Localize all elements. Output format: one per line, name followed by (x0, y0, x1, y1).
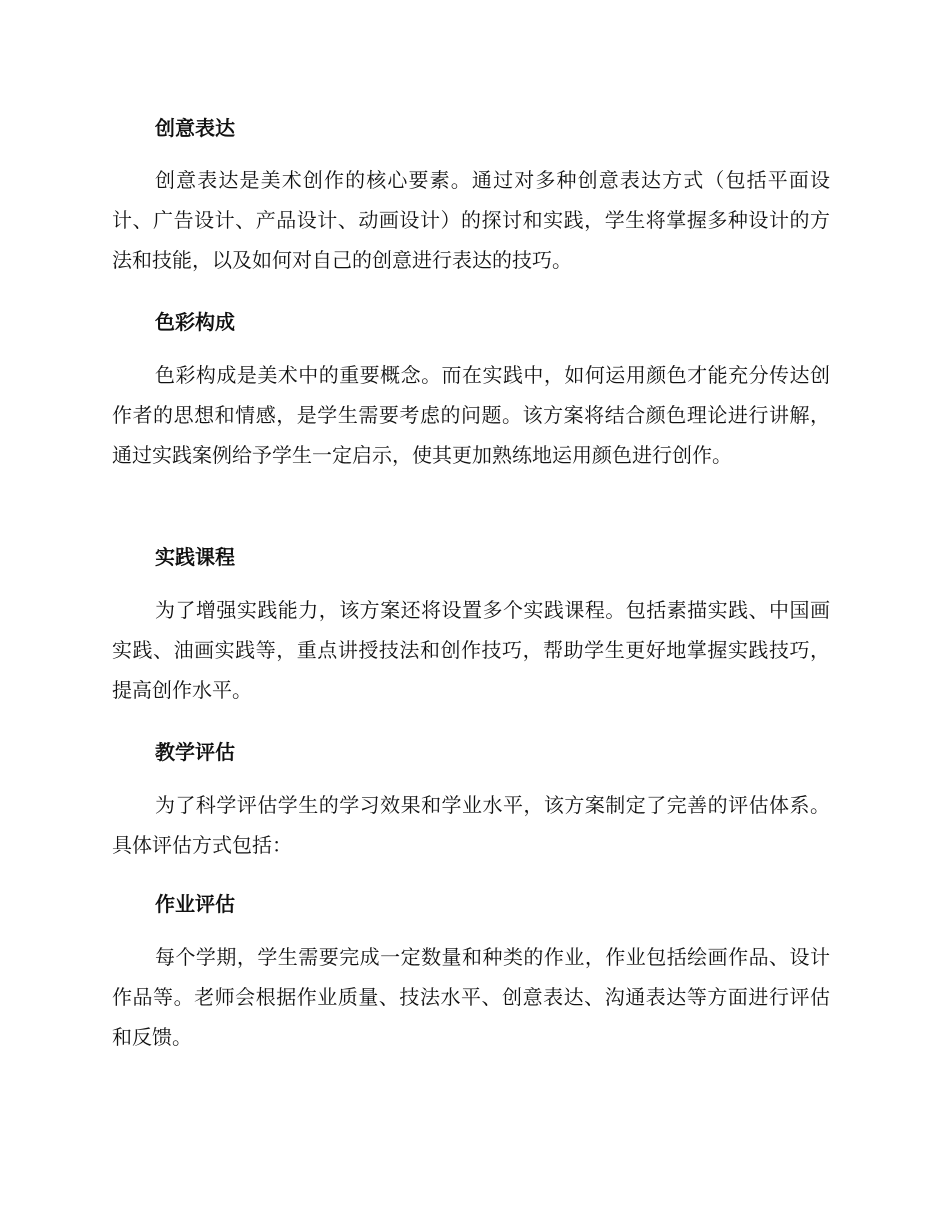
section-heading-color-composition: 色彩构成 (155, 310, 235, 334)
section-body-teaching-evaluation: 为了科学评估学生的学习效果和学业水平，该方案制定了完善的评估体系。具体评估方式包括： (112, 793, 830, 857)
section-body-color-composition: 色彩构成是美术中的重要概念。而在实践中，如何运用颜色才能充分传达创作者的思想和情感，是学生需要考虑的问题。该方案将结合颜色理论进行讲解，通过实践案例给予学生一定启示，使其更加熟练地运用颜色进行创作。 (112, 363, 830, 467)
section-heading-homework-evaluation: 作业评估 (155, 892, 235, 916)
section-heading-teaching-evaluation: 教学评估 (155, 740, 235, 764)
section-body-practice-courses: 为了增强实践能力，该方案还将设置多个实践课程。包括素描实践、中国画实践、油画实践等，重点讲授技法和创作技巧，帮助学生更好地掌握实践技巧，提高创作水平。 (112, 598, 830, 702)
section-body-homework-evaluation: 每个学期，学生需要完成一定数量和种类的作业，作业包括绘画作品、设计作品等。老师会根据作业质量、技法水平、创意表达、沟通表达等方面进行评估和反馈。 (112, 945, 830, 1049)
section-heading-practice-courses: 实践课程 (155, 545, 235, 569)
section-body-creative-expression: 创意表达是美术创作的核心要素。通过对多种创意表达方式（包括平面设计、广告设计、产品设计、动画设计）的探讨和实践，学生将掌握多种设计的方法和技能，以及如何对自己的创意进行表达的技巧。 (112, 168, 830, 272)
section-heading-creative-expression: 创意表达 (155, 116, 235, 140)
